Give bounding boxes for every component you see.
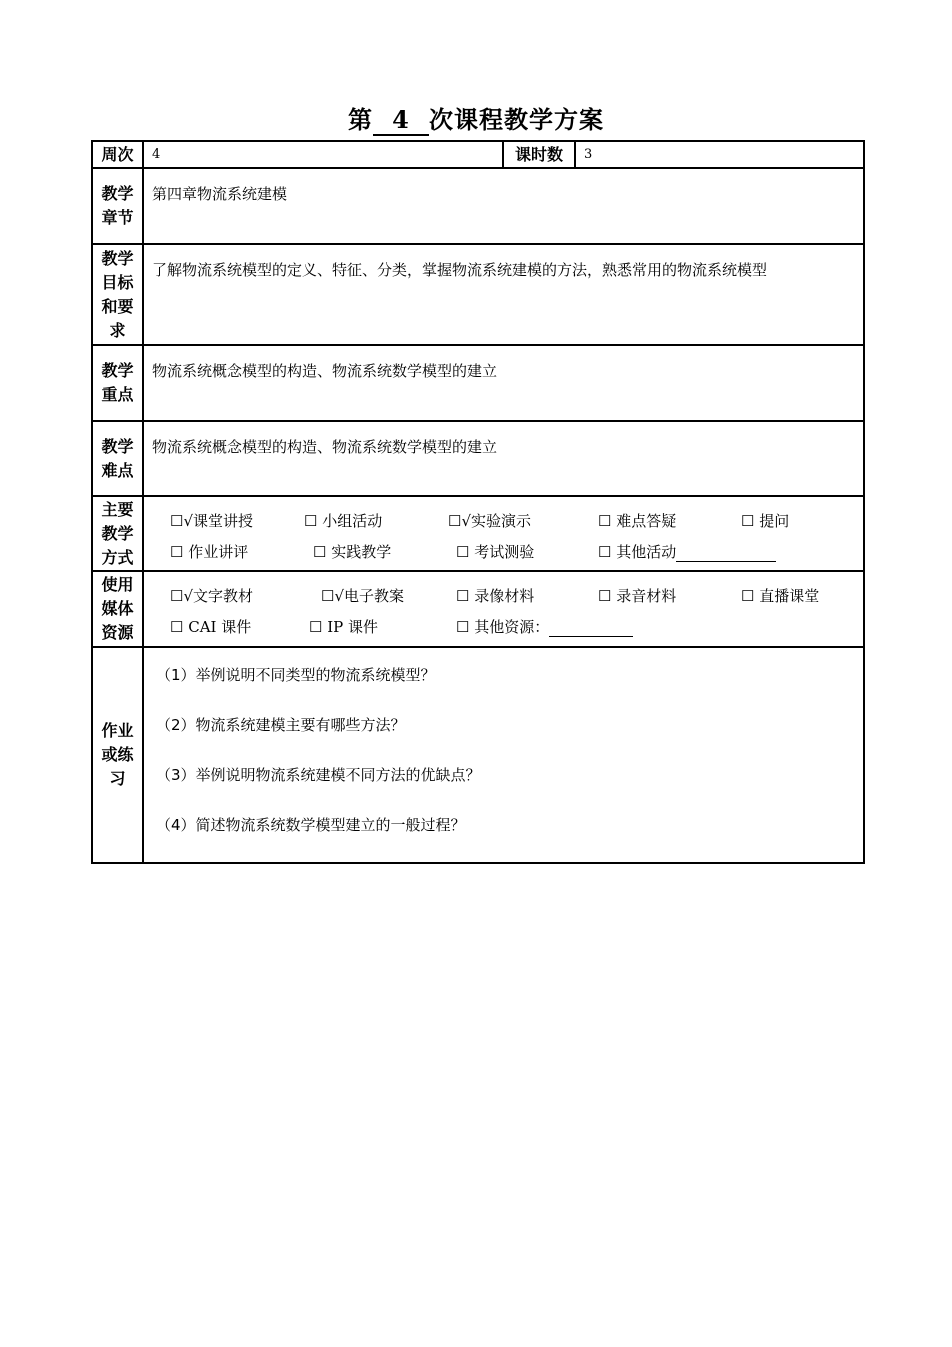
option-group-activity[interactable]: ☐ 小组活动 xyxy=(304,511,383,530)
option-audio[interactable]: ☐ 录音材料 xyxy=(598,587,677,605)
option-homework-review[interactable]: ☐ 作业讲评 xyxy=(170,542,249,561)
option-other-resource-label: ☐ 其他资源： xyxy=(456,618,550,636)
homework-label: 作业 或练 习 xyxy=(92,647,143,863)
option-video[interactable]: ☐ 录像材料 xyxy=(456,587,535,605)
homework-item: （1）举例说明不同类型的物流系统模型？ xyxy=(156,666,436,684)
other-activity-blank xyxy=(676,545,776,562)
homework-content xyxy=(143,647,864,863)
homework-row xyxy=(92,647,864,863)
other-resource-blank xyxy=(549,620,633,637)
media-options xyxy=(143,571,864,647)
option-qa[interactable]: ☐ 难点答疑 xyxy=(598,511,677,530)
media-label: 使用 媒体 资源 xyxy=(92,571,143,647)
header-row xyxy=(92,141,864,168)
option-other-resource[interactable] xyxy=(456,616,633,637)
key-points-label: 教学 重点 xyxy=(92,345,143,421)
lesson-plan-table xyxy=(91,140,865,864)
teaching-methods-row-2 xyxy=(170,537,863,568)
option-e-lesson-plan[interactable]: ☐√电子教案 xyxy=(321,587,405,605)
objectives-label: 教学 目标 和要 求 xyxy=(92,244,143,345)
objectives-content: 了解物流系统模型的定义、特征、分类，掌握物流系统建模的方法，熟悉常用的物流系统模型 xyxy=(143,244,864,345)
option-exam[interactable]: ☐ 考试测验 xyxy=(456,542,535,561)
difficulties-content: 物流系统概念模型的构造、物流系统数学模型的建立 xyxy=(143,421,864,496)
media-row-2 xyxy=(170,612,863,643)
homework-item: （2）物流系统建模主要有哪些方法？ xyxy=(156,716,406,734)
option-ip[interactable]: ☐ IP 课件 xyxy=(309,618,379,636)
difficulties-row xyxy=(92,421,864,496)
option-textbook[interactable]: ☐√文字教材 xyxy=(170,587,254,605)
option-live-class[interactable]: ☐ 直播课堂 xyxy=(741,587,820,605)
title-suffix: 次课程教学方案 xyxy=(429,106,604,134)
session-number: 4 xyxy=(373,106,429,136)
option-other-activity-label: ☐ 其他活动 xyxy=(598,542,677,561)
option-lecture[interactable]: ☐√课堂讲授 xyxy=(170,511,254,530)
option-practice[interactable]: ☐ 实践教学 xyxy=(313,542,392,561)
hours-label: 课时数 xyxy=(503,141,575,168)
week-value: 4 xyxy=(143,141,503,168)
option-experiment-demo[interactable]: ☐√实验演示 xyxy=(448,511,532,530)
week-label: 周次 xyxy=(92,141,143,168)
chapter-label: 教学 章节 xyxy=(92,168,143,244)
difficulties-label: 教学 难点 xyxy=(92,421,143,496)
teaching-methods-row xyxy=(92,496,864,571)
chapter-row xyxy=(92,168,864,244)
media-row-1 xyxy=(170,581,863,612)
option-questions[interactable]: ☐ 提问 xyxy=(741,511,790,530)
key-points-content: 物流系统概念模型的构造、物流系统数学模型的建立 xyxy=(143,345,864,421)
option-cai[interactable]: ☐ CAI 课件 xyxy=(170,618,252,636)
chapter-content: 第四章物流系统建模 xyxy=(143,168,864,244)
teaching-methods-options xyxy=(143,496,864,571)
teaching-methods-label: 主要 教学 方式 xyxy=(92,496,143,571)
page-title xyxy=(0,100,952,136)
title-prefix: 第 xyxy=(348,106,373,134)
teaching-methods-row-1 xyxy=(170,506,863,537)
key-points-row xyxy=(92,345,864,421)
homework-item: （3）举例说明物流系统建模不同方法的优缺点？ xyxy=(156,766,481,784)
homework-item: （4）简述物流系统数学模型建立的一般过程？ xyxy=(156,816,466,834)
option-other-activity[interactable] xyxy=(598,541,776,562)
objectives-row xyxy=(92,244,864,345)
hours-value: 3 xyxy=(575,141,864,168)
media-row xyxy=(92,571,864,647)
